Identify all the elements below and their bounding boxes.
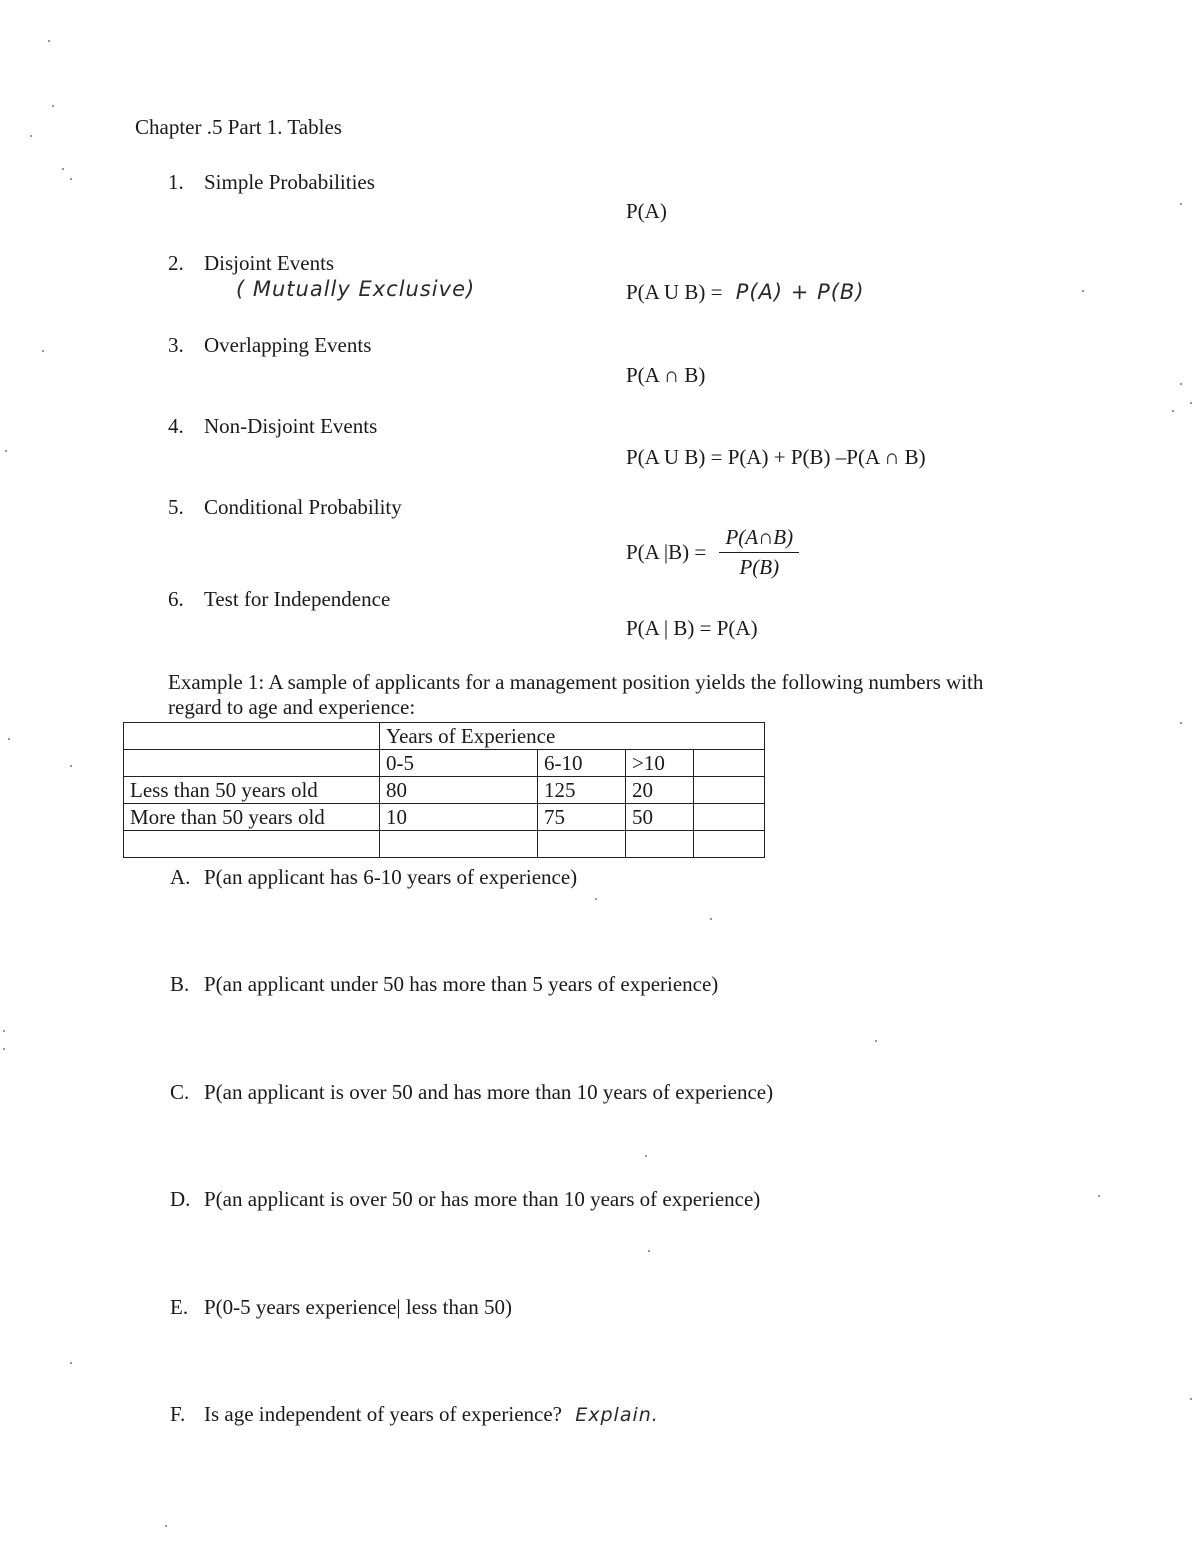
scan-speck <box>3 1030 5 1032</box>
formula-conditional-lhs: P(A |B) = <box>626 540 707 564</box>
topic-number: 2. <box>168 251 184 275</box>
question-letter: E. <box>170 1295 189 1319</box>
scan-speck <box>710 918 712 920</box>
question-text: Is age independent of years of experience? <box>204 1402 562 1426</box>
topic-number: 1. <box>168 170 184 194</box>
table-cell-empty <box>694 831 765 858</box>
example-line-1: Example 1: A sample of applicants for a management position yields the following numbers with <box>168 670 984 694</box>
example-1-text <box>168 670 983 720</box>
table-cell-empty <box>124 750 380 777</box>
page-title: Chapter .5 Part 1. Tables <box>135 115 342 139</box>
scan-speck <box>1098 1195 1100 1197</box>
fraction-denominator: P(B) <box>739 555 780 579</box>
table-column-header: 6-10 <box>538 750 626 777</box>
table-cell-empty <box>124 831 380 858</box>
question-letter: A. <box>170 865 191 889</box>
question-text: P(an applicant is over 50 or has more than 10 years of experience) <box>204 1187 761 1211</box>
scan-speck <box>48 40 50 42</box>
table-cell: 80 <box>380 777 538 804</box>
question-letter: F. <box>170 1402 186 1426</box>
example-line-2: regard to age and experience: <box>168 695 416 719</box>
table-column-row <box>124 750 765 777</box>
table-row-label: More than 50 years old <box>124 804 380 831</box>
table-group-header: Years of Experience <box>380 723 765 750</box>
table-cell: 75 <box>538 804 626 831</box>
table-cell-empty <box>626 831 694 858</box>
topic-non-disjoint-events <box>168 414 377 439</box>
question-b <box>170 972 718 997</box>
question-letter: C. <box>170 1080 190 1104</box>
handwritten-note-mutually-exclusive: ( Mutually Exclusive) <box>236 277 476 301</box>
question-text: P(an applicant is over 50 and has more than 10 years of experience) <box>204 1080 774 1104</box>
formula-simple: P(A) <box>626 199 667 223</box>
question-text: P(0-5 years experience| less than 50) <box>204 1295 513 1319</box>
scan-speck <box>5 450 7 452</box>
scan-speck <box>3 1048 5 1050</box>
topic-number: 5. <box>168 495 184 519</box>
experience-table <box>123 722 765 858</box>
scan-speck <box>1180 722 1182 724</box>
scan-speck <box>1082 290 1084 292</box>
scan-speck <box>645 1155 647 1157</box>
question-text: P(an applicant under 50 has more than 5 years of experience) <box>204 972 719 996</box>
scan-speck <box>595 898 597 900</box>
formula-conditional <box>626 525 799 580</box>
scan-speck <box>1190 402 1192 404</box>
formula-disjoint <box>626 280 865 305</box>
scan-speck <box>1180 203 1182 205</box>
table-cell-empty <box>380 831 538 858</box>
table-cell: 20 <box>626 777 694 804</box>
formula-non-disjoint: P(A U B) = P(A) + P(B) –P(A ∩ B) <box>626 445 926 469</box>
scan-speck <box>1172 410 1174 412</box>
table-column-header: 0-5 <box>380 750 538 777</box>
fraction <box>719 525 799 580</box>
topic-number: 4. <box>168 414 184 438</box>
formula-independence: P(A | B) = P(A) <box>626 616 758 640</box>
table-row-empty <box>124 831 765 858</box>
question-a <box>170 865 577 890</box>
scan-speck <box>70 1362 72 1364</box>
fraction-numerator: P(A∩B) <box>719 525 799 553</box>
table-row-label: Less than 50 years old <box>124 777 380 804</box>
topic-label: Test for Independence <box>204 587 391 611</box>
topic-test-for-independence <box>168 587 390 612</box>
handwritten-disjoint-rhs: P(A) + P(B) <box>735 280 865 304</box>
scan-speck <box>70 765 72 767</box>
question-letter: D. <box>170 1187 191 1211</box>
table-cell-empty <box>538 831 626 858</box>
scan-speck <box>648 1250 650 1252</box>
question-text: P(an applicant has 6-10 years of experience) <box>204 865 578 889</box>
scan-speck <box>875 1040 877 1042</box>
table-cell-empty <box>694 777 765 804</box>
table-cell: 10 <box>380 804 538 831</box>
topic-label: Disjoint Events <box>204 251 335 275</box>
table-cell: 125 <box>538 777 626 804</box>
scan-speck <box>165 1525 167 1527</box>
question-c <box>170 1080 773 1105</box>
topic-conditional-probability <box>168 495 402 520</box>
table-header-row <box>124 723 765 750</box>
table-row <box>124 804 765 831</box>
question-d <box>170 1187 760 1212</box>
table-cell-empty <box>694 750 765 777</box>
question-e <box>170 1295 512 1320</box>
formula-overlap: P(A ∩ B) <box>626 363 706 387</box>
topic-label: Non-Disjoint Events <box>204 414 378 438</box>
topic-label: Conditional Probability <box>204 495 402 519</box>
topic-overlapping-events <box>168 333 371 358</box>
table-cell: 50 <box>626 804 694 831</box>
scan-speck <box>1190 1398 1192 1400</box>
formula-disjoint-lhs: P(A U B) = <box>626 280 723 304</box>
scan-speck <box>52 105 54 107</box>
question-f <box>170 1402 659 1427</box>
handwritten-note-explain: Explain. <box>575 1404 659 1426</box>
topic-label: Overlapping Events <box>204 333 372 357</box>
table-cell-empty <box>694 804 765 831</box>
question-letter: B. <box>170 972 190 996</box>
scan-speck <box>62 168 64 170</box>
scan-speck <box>70 178 72 180</box>
topic-number: 3. <box>168 333 184 357</box>
topic-simple-probabilities <box>168 170 375 195</box>
table-cell-empty <box>124 723 380 750</box>
scan-speck <box>8 738 10 740</box>
topic-disjoint-events <box>168 251 334 276</box>
scan-speck <box>30 135 32 137</box>
scan-speck <box>42 350 44 352</box>
topic-number: 6. <box>168 587 184 611</box>
table-column-header: >10 <box>626 750 694 777</box>
scan-speck <box>1180 383 1182 385</box>
table-row <box>124 777 765 804</box>
topic-label: Simple Probabilities <box>204 170 375 194</box>
